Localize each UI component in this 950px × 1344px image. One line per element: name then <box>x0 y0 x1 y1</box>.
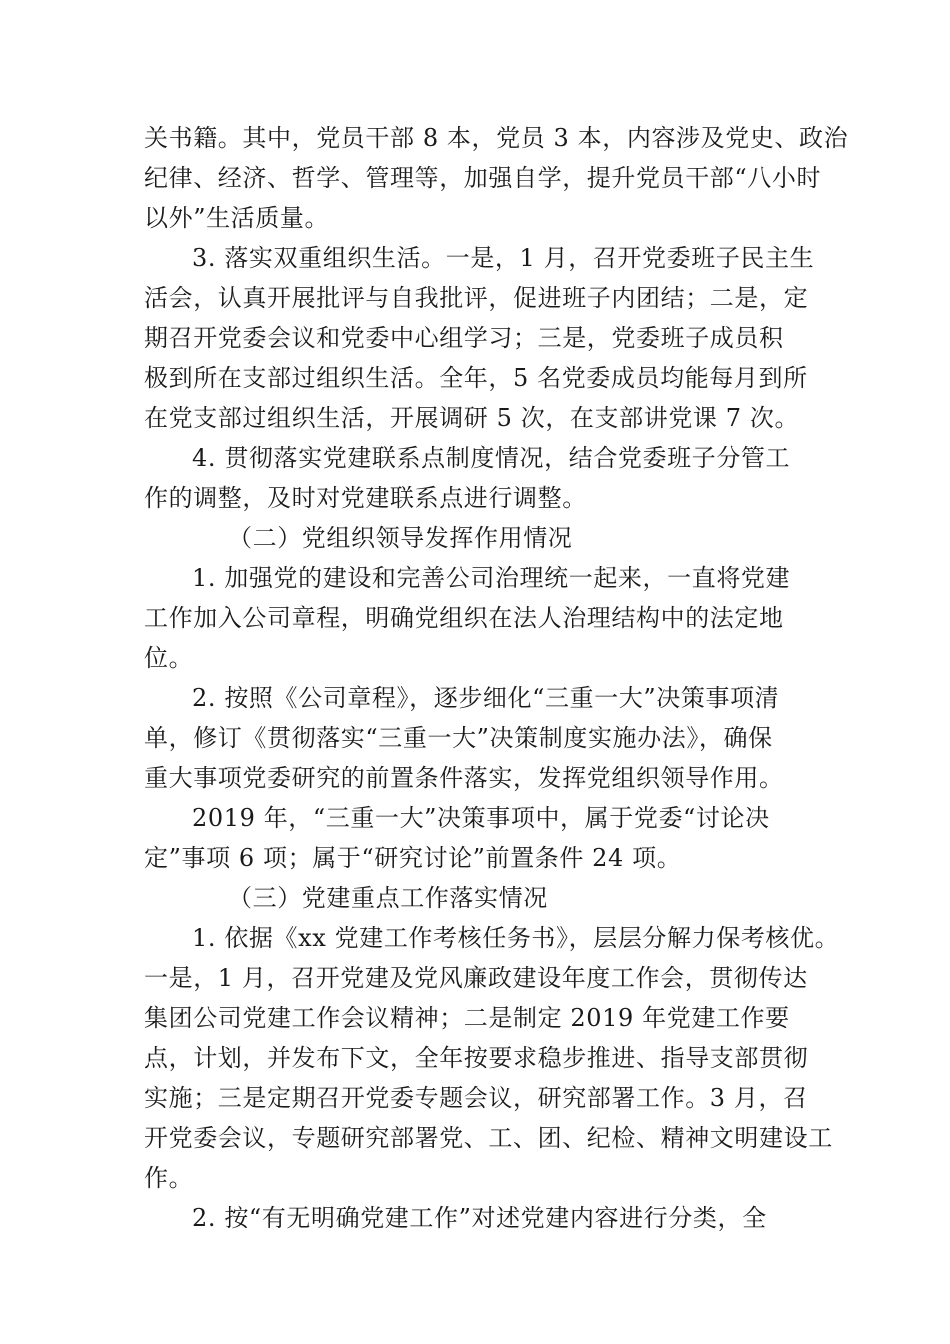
text-line: 1. 依据《xx 党建工作考核任务书》，层层分解力保考核优。 <box>192 924 840 952</box>
text-line: 4. 贯彻落实党建联系点制度情况，结合党委班子分管工 <box>192 444 791 472</box>
text-line: 纪律、经济、哲学、管理等，加强自学，提升党员干部“八小时 <box>144 164 822 192</box>
text-line: 以外”生活质量。 <box>144 204 330 232</box>
text-line: 位。 <box>144 644 194 672</box>
text-line: 2019 年，“三重一大”决策事项中，属于党委“讨论决 <box>192 804 770 832</box>
document-body <box>144 118 849 1238</box>
text-line: 一是，1 月，召开党建及党风廉政建设年度工作会，贯彻传达 <box>144 964 808 992</box>
text-line: 2. 按照《公司章程》，逐步细化“三重一大”决策事项清 <box>192 684 780 712</box>
section-heading: （二）党组织领导发挥作用情况 <box>228 524 573 552</box>
text-line: 2. 按“有无明确党建工作”对述党建内容进行分类，全 <box>192 1204 767 1232</box>
text-line: 活会，认真开展批评与自我批评，促进班子内团结；二是，定 <box>144 284 809 312</box>
text-line: 实施；三是定期召开党委专题会议，研究部署工作。3 月，召 <box>144 1084 808 1112</box>
text-line: 重大事项党委研究的前置条件落实，发挥党组织领导作用。 <box>144 764 784 792</box>
text-line: 3. 落实双重组织生活。一是，1 月，召开党委班子民主生 <box>192 244 815 272</box>
section-heading: （三）党建重点工作落实情况 <box>228 884 548 912</box>
text-line: 工作加入公司章程，明确党组织在法人治理结构中的法定地 <box>144 604 784 632</box>
text-line: 单，修订《贯彻落实“三重一大”决策制度实施办法》，确保 <box>144 724 773 752</box>
text-line: 点，计划，并发布下文，全年按要求稳步推进、指导支部贯彻 <box>144 1044 809 1072</box>
text-line: 开党委会议，专题研究部署党、工、团、纪检、精神文明建设工 <box>144 1124 833 1152</box>
text-line: 定”事项 6 项；属于“研究讨论”前置条件 24 项。 <box>144 844 682 872</box>
text-line: 极到所在支部过组织生活。全年，5 名党委成员均能每月到所 <box>144 364 808 392</box>
text-line: 在党支部过组织生活，开展调研 5 次，在支部讲党课 7 次。 <box>144 404 800 432</box>
text-line: 关书籍。其中，党员干部 8 本，党员 3 本，内容涉及党史、政治 <box>144 124 849 152</box>
text-line: 1. 加强党的建设和完善公司治理统一起来，一直将党建 <box>192 564 791 592</box>
text-line: 期召开党委会议和党委中心组学习；三是，党委班子成员积 <box>144 324 784 352</box>
text-line: 作的调整，及时对党建联系点进行调整。 <box>144 484 587 512</box>
text-line: 集团公司党建工作会议精神；二是制定 2019 年党建工作要 <box>144 1004 790 1032</box>
text-line: 作。 <box>144 1164 194 1192</box>
